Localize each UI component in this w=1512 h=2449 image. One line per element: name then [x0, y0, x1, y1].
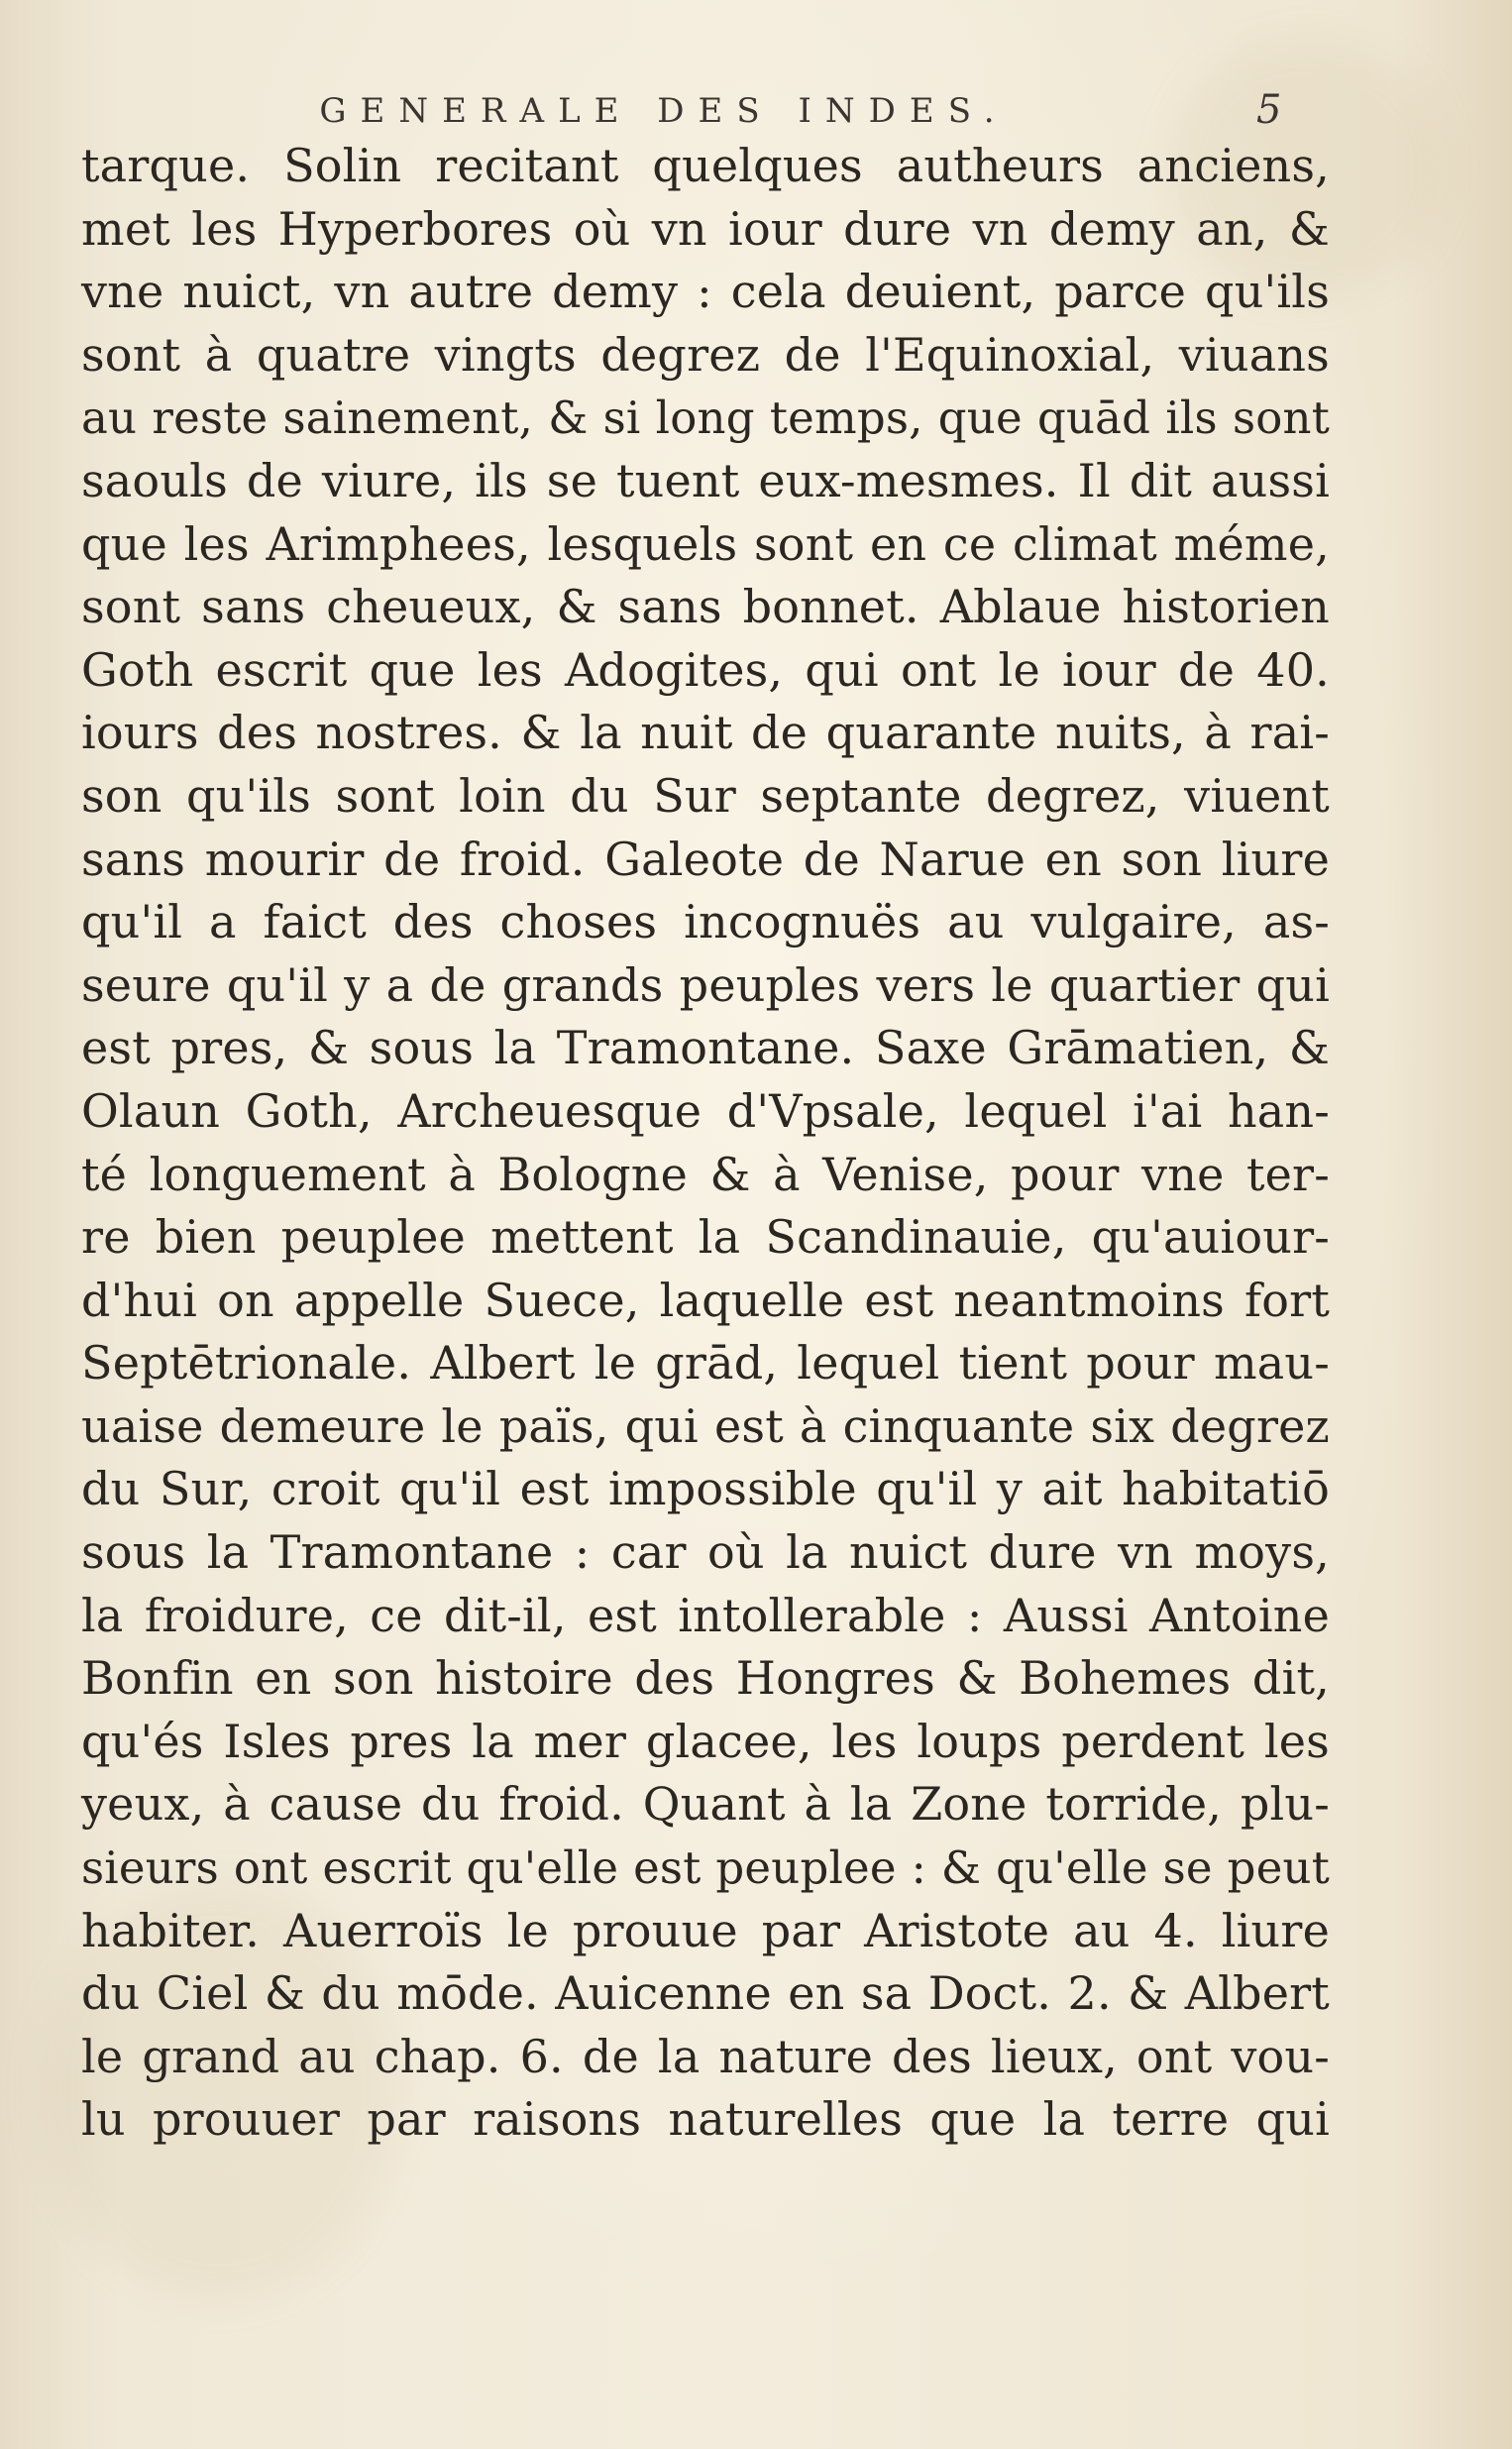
text-line: sont sans cheueux, & sans bonnet. Ablaue historien [81, 580, 1330, 634]
text-line: sans mourir de froid. Galeote de Narue en son liure [81, 832, 1330, 886]
text-line: seure qu'il y a de grands peuples vers le quartier qui [81, 957, 1330, 1012]
text-line: habiter. Auerroïs le prouue par Aristote au 4. liure [81, 1903, 1330, 1957]
text-line: la froidure, ce dit-il, est intollerable : Aussi Antoine [81, 1588, 1330, 1642]
text-line: uaise demeure le païs, qui est à cinquante six degrez [81, 1398, 1330, 1453]
text-line: Bonfin en son histoire des Hongres & Bohemes dit, [81, 1651, 1330, 1706]
running-head: GENERALE DES INDES. [319, 91, 1009, 131]
text-line: lu prouuer par raisons naturelles que la terre qui [81, 2092, 1330, 2147]
text-line: d'hui on appelle Suece, laquelle est neantmoins fort [81, 1273, 1330, 1327]
text-line: du Sur, croit qu'il est impossible qu'il y ait habitatiō [81, 1462, 1330, 1516]
text-line: Olaun Goth, Archeuesque d'Vpsale, lequel i'ai han- [81, 1083, 1330, 1138]
text-line: sieurs ont escrit qu'elle est peuplee : & qu'elle se peut [81, 1841, 1330, 1895]
text-line: que les Arimphees, lesquels sont en ce climat méme, [81, 516, 1330, 571]
text-line: son qu'ils sont loin du Sur septante degrez, viuent [81, 768, 1330, 823]
text-line: re bien peuplee mettent la Scandinauie, qu'auiour- [81, 1210, 1330, 1265]
text-line: vne nuict, vn autre demy : cela deuient, parce qu'ils [81, 265, 1330, 319]
text-line: est pres, & sous la Tramontane. Saxe Grāmatien, & [81, 1021, 1330, 1075]
text-line: qu'és Isles pres la mer glacee, les loups perdent les [81, 1714, 1330, 1768]
text-line: sous la Tramontane : car où la nuict dure vn moys, [81, 1525, 1330, 1580]
text-line: Goth escrit que les Adogites, qui ont le iour de 40. [81, 642, 1330, 697]
text-line: Septētrionale. Albert le grād, lequel tient pour mau- [81, 1336, 1330, 1391]
text-line: du Ciel & du mōde. Auicenne en sa Doct. 2. & Albert [81, 1966, 1330, 2021]
page-number: 5 [1256, 87, 1282, 133]
text-line: qu'il a faict des choses incognuës au vulgaire, as- [81, 895, 1330, 949]
text-line: met les Hyperbores où vn iour dure vn demy an, & [81, 201, 1330, 256]
body-text [81, 135, 1330, 2152]
text-line: té longuement à Bologne & à Venise, pour vne ter- [81, 1147, 1330, 1201]
text-line: le grand au chap. 6. de la nature des lieux, ont vou- [81, 2029, 1330, 2083]
text-line: sont à quatre vingts degrez de l'Equinoxial, viuans [81, 327, 1330, 382]
text-line: tarque. Solin recitant quelques autheurs anciens, [81, 139, 1330, 192]
text-line: yeux, à cause du froid. Quant à la Zone torride, plu- [81, 1777, 1330, 1832]
text-line: iours des nostres. & la nuit de quarante nuits, à rai- [81, 706, 1330, 760]
text-line: saouls de viure, ils se tuent eux-mesmes. Il dit aussi [81, 453, 1330, 507]
text-line: au reste sainement, & si long temps, que quād ils sont [81, 391, 1330, 445]
